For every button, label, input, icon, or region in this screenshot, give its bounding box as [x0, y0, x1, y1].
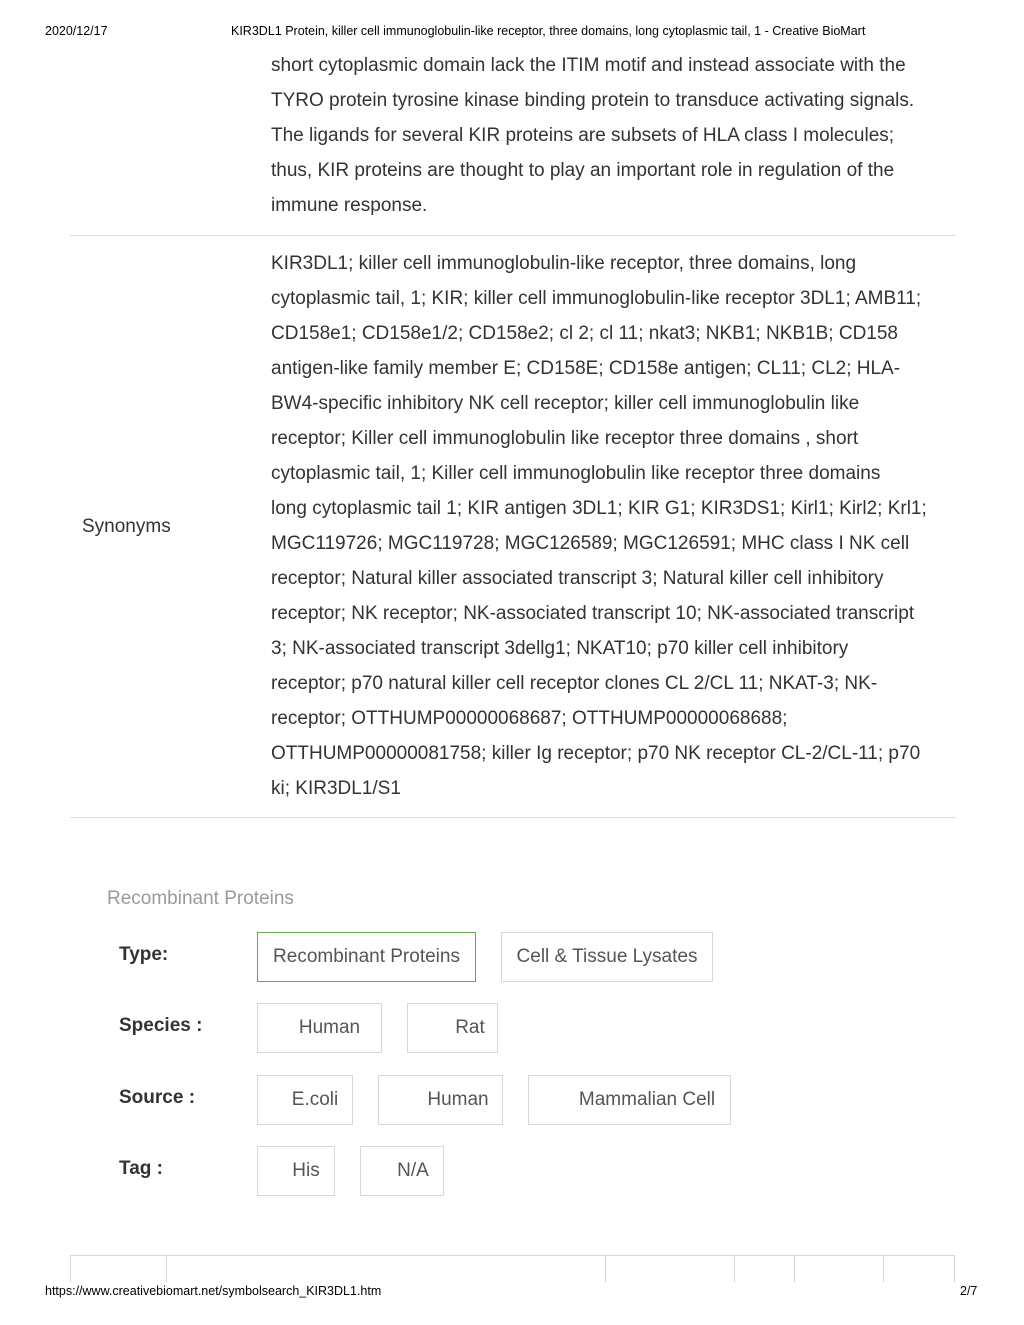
print-page-number: 2/7 [960, 1284, 978, 1298]
print-date: 2020/12/17 [45, 24, 108, 38]
table-column-divider [883, 1256, 884, 1282]
synonyms-line: cytoplasmic tail, 1; KIR; killer cell immunoglobulin-like receptor 3DL1; AMB11; [271, 288, 922, 309]
synonyms-line: BW4-specific inhibitory NK cell receptor; killer cell immunoglobulin like [271, 393, 860, 414]
product-table-header-edge [70, 1255, 955, 1282]
source-filter-row [0, 1075, 1024, 1129]
print-url: https://www.creativebiomart.net/symbolsearch_KIR3DL1.htm [45, 1284, 382, 1298]
synonyms-line: KIR3DL1; killer cell immunoglobulin-like receptor, three domains, long [271, 253, 857, 274]
synonyms-line: receptor; NK receptor; NK-associated transcript 10; NK-associated transcript [271, 603, 915, 624]
source-label: Source : [119, 1087, 196, 1108]
info-table [70, 48, 956, 818]
source-options [257, 1075, 756, 1129]
print-title: KIR3DL1 Protein, killer cell immunoglobulin-like receptor, three domains, long cytoplasmic tail, 1 - Creative BioMart [231, 24, 866, 38]
tag-option-na[interactable]: N/A [360, 1146, 444, 1196]
description-row [70, 48, 956, 236]
print-footer [0, 1284, 1024, 1300]
synonyms-line: receptor; OTTHUMP00000068687; OTTHUMP00000068688; [271, 708, 788, 729]
tag-filter-row [0, 1146, 1024, 1200]
species-filter-row [0, 1003, 1024, 1057]
table-column-divider [605, 1256, 606, 1282]
synonyms-line: ki; KIR3DL1/S1 [271, 778, 401, 799]
species-option-human[interactable]: Human [257, 1003, 382, 1053]
species-option-rat[interactable]: Rat [407, 1003, 498, 1053]
synonyms-line: antigen-like family member E; CD158E; CD158e antigen; CL11; CL2; HLA- [271, 358, 901, 379]
synonyms-line: long cytoplasmic tail 1; KIR antigen 3DL1; KIR G1; KIR3DS1; Kirl1; Kirl2; Krl1; [271, 498, 927, 519]
type-option-recombinant-proteins[interactable]: Recombinant Proteins [257, 932, 476, 982]
print-header [0, 24, 1024, 40]
section-heading: Recombinant Proteins [107, 888, 294, 909]
synonyms-line: receptor; p70 natural killer cell receptor clones CL 2/CL 11; NKAT-3; NK- [271, 673, 878, 694]
description-line: immune response. [271, 195, 428, 216]
description-line: short cytoplasmic domain lack the ITIM motif and instead associate with the [271, 55, 906, 76]
table-column-divider [734, 1256, 735, 1282]
tag-option-his[interactable]: His [257, 1146, 335, 1196]
type-option-cell-tissue-lysates[interactable]: Cell & Tissue Lysates [501, 932, 713, 982]
tag-options [257, 1146, 469, 1200]
source-option-mammalian-cell[interactable]: Mammalian Cell [528, 1075, 731, 1125]
synonyms-line: receptor; Killer cell immunoglobulin like receptor three domains , short [271, 428, 859, 449]
species-label: Species : [119, 1015, 203, 1036]
source-option-human[interactable]: Human [378, 1075, 503, 1125]
synonyms-line: CD158e1; CD158e1/2; CD158e2; cl 2; cl 11; nkat3; NKB1; NKB1B; CD158 [271, 323, 898, 344]
type-options [257, 932, 738, 986]
synonyms-label: Synonyms [82, 515, 171, 537]
synonyms-line: 3; NK-associated transcript 3dellg1; NKAT10; p70 killer cell inhibitory [271, 638, 849, 659]
synonyms-row [70, 236, 956, 818]
type-filter-row [0, 932, 1024, 986]
description-line: thus, KIR proteins are thought to play an important role in regulation of the [271, 160, 895, 181]
description-text [271, 48, 943, 235]
species-options [257, 1003, 523, 1057]
table-column-divider [794, 1256, 795, 1282]
description-line: TYRO protein tyrosine kinase binding protein to transduce activating signals. [271, 90, 915, 111]
table-column-divider [166, 1256, 167, 1282]
synonyms-line: OTTHUMP00000081758; killer Ig receptor; p70 NK receptor CL-2/CL-11; p70 [271, 743, 921, 764]
table-column-divider [70, 1256, 71, 1282]
synonyms-text [271, 236, 943, 817]
tag-label: Tag : [119, 1158, 163, 1179]
synonyms-line: cytoplasmic tail, 1; Killer cell immunoglobulin like receptor three domains [271, 463, 881, 484]
synonyms-line: MGC119726; MGC119728; MGC126589; MGC126591; MHC class I NK cell [271, 533, 910, 554]
source-option-ecoli[interactable]: E.coli [257, 1075, 353, 1125]
synonyms-line: receptor; Natural killer associated transcript 3; Natural killer cell inhibitory [271, 568, 884, 589]
type-label: Type: [119, 944, 169, 965]
table-column-divider [954, 1256, 955, 1282]
description-line: The ligands for several KIR proteins are subsets of HLA class I molecules; [271, 125, 895, 146]
